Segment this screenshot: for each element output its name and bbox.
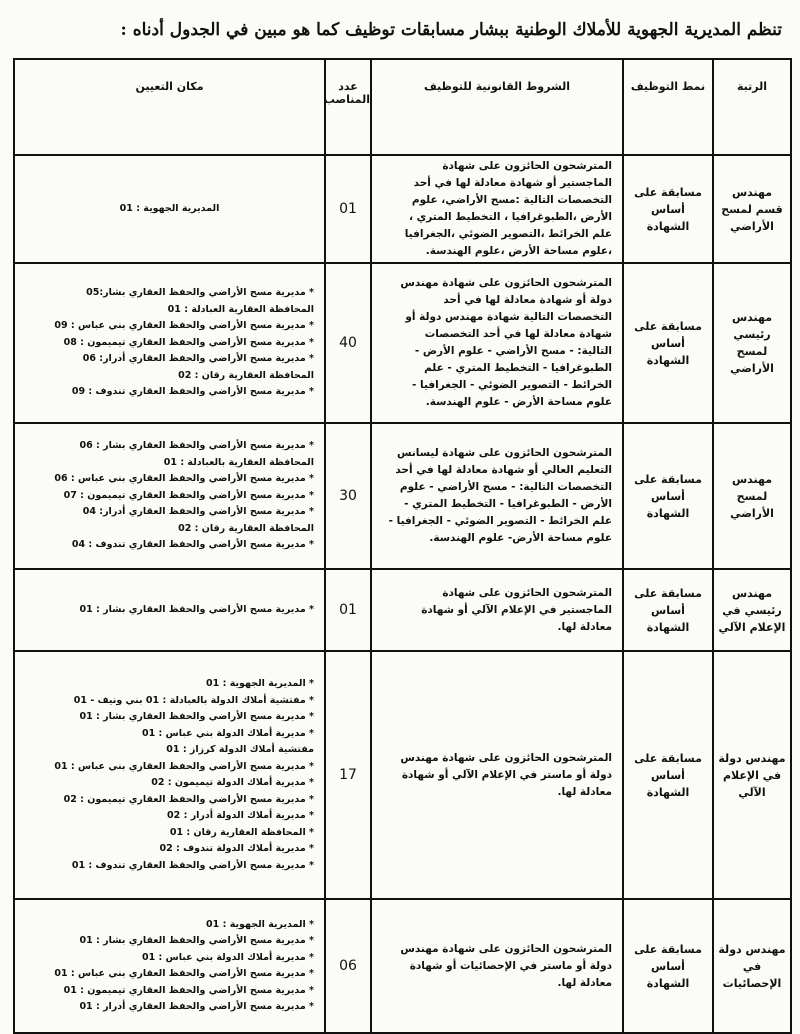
mode-cell: مسابقة على أساس الشهادة bbox=[623, 263, 713, 423]
table-header-row bbox=[14, 59, 791, 155]
count-cell: 30 bbox=[325, 423, 371, 569]
location-cell bbox=[14, 569, 325, 651]
count-cell: 06 bbox=[325, 899, 371, 1033]
location-line: * مديرية مسح الأراضي والحفظ العقاري أدرار: 06 bbox=[82, 353, 314, 365]
location-line: * مديرية مسح الأراضي والحفظ العقاري تندوف : 01 bbox=[71, 859, 314, 871]
location-line: * مديرية مسح الأراضي والحفظ العقاري بني عباس : 06 bbox=[54, 473, 314, 485]
rank-cell: مهندس دولة في الإعلام الآلي bbox=[713, 651, 791, 899]
location-line: * مديرية مسح الأراضي والحفظ العقاري بشار : 01 bbox=[79, 711, 314, 722]
header-rank: الرتبة bbox=[713, 59, 791, 155]
table-row bbox=[14, 423, 791, 569]
rank-cell: مهندس رئيسي في الإعلام الآلي bbox=[713, 569, 791, 651]
location-line: * مديرية مسح الأراضي والحفظ العقاري بشار:05 bbox=[86, 287, 314, 299]
location-line: * مديرية مسح الأراضي والحفظ العقاري بشار : 01 bbox=[79, 935, 314, 946]
location-line: * مديرية مسح الأراضي والحفظ العقاري تيميمون : 08 bbox=[63, 336, 314, 348]
conditions-cell: المترشحون الحائزون على شهادة مهندس دولة أو ماستر في الإحصائيات أو شهادة معادلة لها. bbox=[371, 899, 623, 1033]
rank-cell: مهندس دولة في الإحصائيات bbox=[713, 899, 791, 1033]
location-cell bbox=[14, 423, 325, 569]
location-line: * مديرية مسح الأراضي والحفظ العقاري بني عباس : 01 bbox=[54, 968, 314, 979]
location-line: * مديرية أملاك الدولة بني عباس : 01 bbox=[141, 951, 314, 963]
location-line: المحافظة العقارية العبادلة : 01 bbox=[167, 303, 314, 315]
intro-text: تنظم المديرية الجهوية للأملاك الوطنية ببشار مسابقات توظيف كما هو مبين في الجدول أدناه : bbox=[120, 20, 782, 40]
header-conditions: الشروط القانونية للتوظيف bbox=[371, 59, 623, 155]
location-line: المحافظة العقارية رقان : 02 bbox=[178, 522, 314, 534]
rank-cell: مهندس قسم لمسح الأراضي bbox=[713, 155, 791, 263]
mode-cell: مسابقة على أساس الشهادة bbox=[623, 423, 713, 569]
mode-cell: مسابقة على أساس الشهادة bbox=[623, 569, 713, 651]
rank-cell: مهندس لمسح الأراضي bbox=[713, 423, 791, 569]
table-row bbox=[14, 263, 791, 423]
header-location: مكان التعيين bbox=[14, 59, 325, 155]
location-line: * مديرية مسح الأراضي والحفظ العقاري بشار : 06 bbox=[79, 440, 314, 452]
conditions-cell: المترشحون الحائزون على شهادة الماجستير أو شهادة معادلة لها في أحد التخصصات التالية :مسح الأراضي، علوم الأرض ،الطبوغرافيا ، التخطيط المتري ، علم الخرائط ،التصوير الضوئي ،الجغرافيا ،علوم مساحة الأرض ،علوم الهندسة. bbox=[371, 155, 623, 263]
rank-cell: مهندس رئيسي لمسح الأراضي bbox=[713, 263, 791, 423]
location-line: * مديرية مسح الأراضي والحفظ العقاري بشار : 01 bbox=[79, 603, 314, 615]
location-line: * مديرية مسح الأراضي والحفظ العقاري تيميمون : 02 bbox=[63, 793, 314, 805]
location-line: * مديرية أملاك الدولة أدرار : 02 bbox=[167, 810, 314, 821]
location-line: * مديرية مسح الأراضي والحفظ العقاري بني عباس : 01 bbox=[54, 760, 314, 772]
conditions-cell: المترشحون الحائزون على شهادة مهندس دولة أو ماستر في الإعلام الآلي أو شهادة معادلة لها. bbox=[371, 651, 623, 899]
conditions-cell: المترشحون الحائزون على شهادة ليسانس التعليم العالي أو شهادة معادلة لها في أحد التخصصات التالية: - مسح الأراضي - علوم الأرض - الطبوغرافيا - التخطيط المتري - علم الخرائط - التصوير الضوئي - الجغرافيا - علوم مساحة الأرض- علوم الهندسة. bbox=[371, 423, 623, 569]
table-row bbox=[14, 651, 791, 899]
location-line: * مديرية مسح الأراضي والحفظ العقاري تيميمون : 01 bbox=[63, 984, 314, 996]
mode-cell: مسابقة على أساس الشهادة bbox=[623, 651, 713, 899]
location-line: * المديرية الجهوية : 01 bbox=[206, 918, 314, 930]
location-line: * مديرية أملاك الدولة بني عباس : 01 bbox=[141, 727, 314, 739]
count-cell: 01 bbox=[325, 569, 371, 651]
location-line: * مديرية مسح الأراضي والحفظ العقاري تيميمون : 07 bbox=[63, 489, 314, 501]
header-count: عدد المناصب bbox=[325, 59, 371, 155]
count-cell: 17 bbox=[325, 651, 371, 899]
location-line: * مديرية مسح الأراضي والحفظ العقاري أدرار: 04 bbox=[82, 506, 314, 518]
location-line: * المديرية الجهوية : 01 bbox=[206, 678, 314, 689]
location-line: * مديرية مسح الأراضي والحفظ العقاري بني عباس : 09 bbox=[54, 320, 314, 332]
recruitment-table bbox=[13, 58, 792, 1034]
mode-cell: مسابقة على أساس الشهادة bbox=[623, 899, 713, 1033]
conditions-cell: المترشحون الحائزون على شهادة مهندس دولة أو شهادة معادلة لها في أحد التخصصات التالية شهادة مهندس دولة أو شهادة معادلة لها في أحد التخصصات التالية: - مسح الأراضي - علوم الأرض - الطبوغرافيا - التخطيط المتري - علم الخرائط - التصوير الضوئي - الجغرافيا - علوم مساحة الأرض - علوم الهندسة. bbox=[371, 263, 623, 423]
location-line: * مديرية مسح الأراضي والحفظ العقاري تندوف : 09 bbox=[71, 386, 314, 398]
location-cell bbox=[14, 155, 325, 263]
header-mode: نمط التوظيف bbox=[623, 59, 713, 155]
location-line: * مديرية مسح الأراضي والحفظ العقاري تندوف : 04 bbox=[71, 539, 314, 551]
location-line: * مديرية أملاك الدولة تيميمون : 02 bbox=[151, 777, 314, 788]
location-line: مفتشية أملاك الدولة كرزاز : 01 bbox=[166, 744, 314, 755]
table-row bbox=[14, 569, 791, 651]
mode-cell: مسابقة على أساس الشهادة bbox=[623, 155, 713, 263]
location-line: المديرية الجهوية : 01 bbox=[119, 202, 220, 214]
location-cell bbox=[14, 899, 325, 1033]
location-cell bbox=[14, 263, 325, 423]
location-line: * مديرية مسح الأراضي والحفظ العقاري أدرار : 01 bbox=[79, 1001, 314, 1012]
location-line: * المحافظة العقارية رقان : 01 bbox=[169, 826, 314, 838]
location-line: * مفتشية أملاك الدولة بالعبادلة : 01 بني ونيف - 01 bbox=[73, 694, 314, 706]
location-line: * مديرية أملاك الدولة تندوف : 02 bbox=[159, 843, 314, 854]
conditions-cell: المترشحون الحائزون على شهادة الماجستير في الإعلام الآلي أو شهادة معادلة لها. bbox=[371, 569, 623, 651]
table-row bbox=[14, 899, 791, 1033]
count-cell: 40 bbox=[325, 263, 371, 423]
location-line: المحافظة العقارية بالعبادلة : 01 bbox=[163, 456, 314, 468]
location-line: المحافظة العقارية رقان : 02 bbox=[178, 369, 314, 381]
table-row bbox=[14, 155, 791, 263]
location-cell bbox=[14, 651, 325, 899]
count-cell: 01 bbox=[325, 155, 371, 263]
